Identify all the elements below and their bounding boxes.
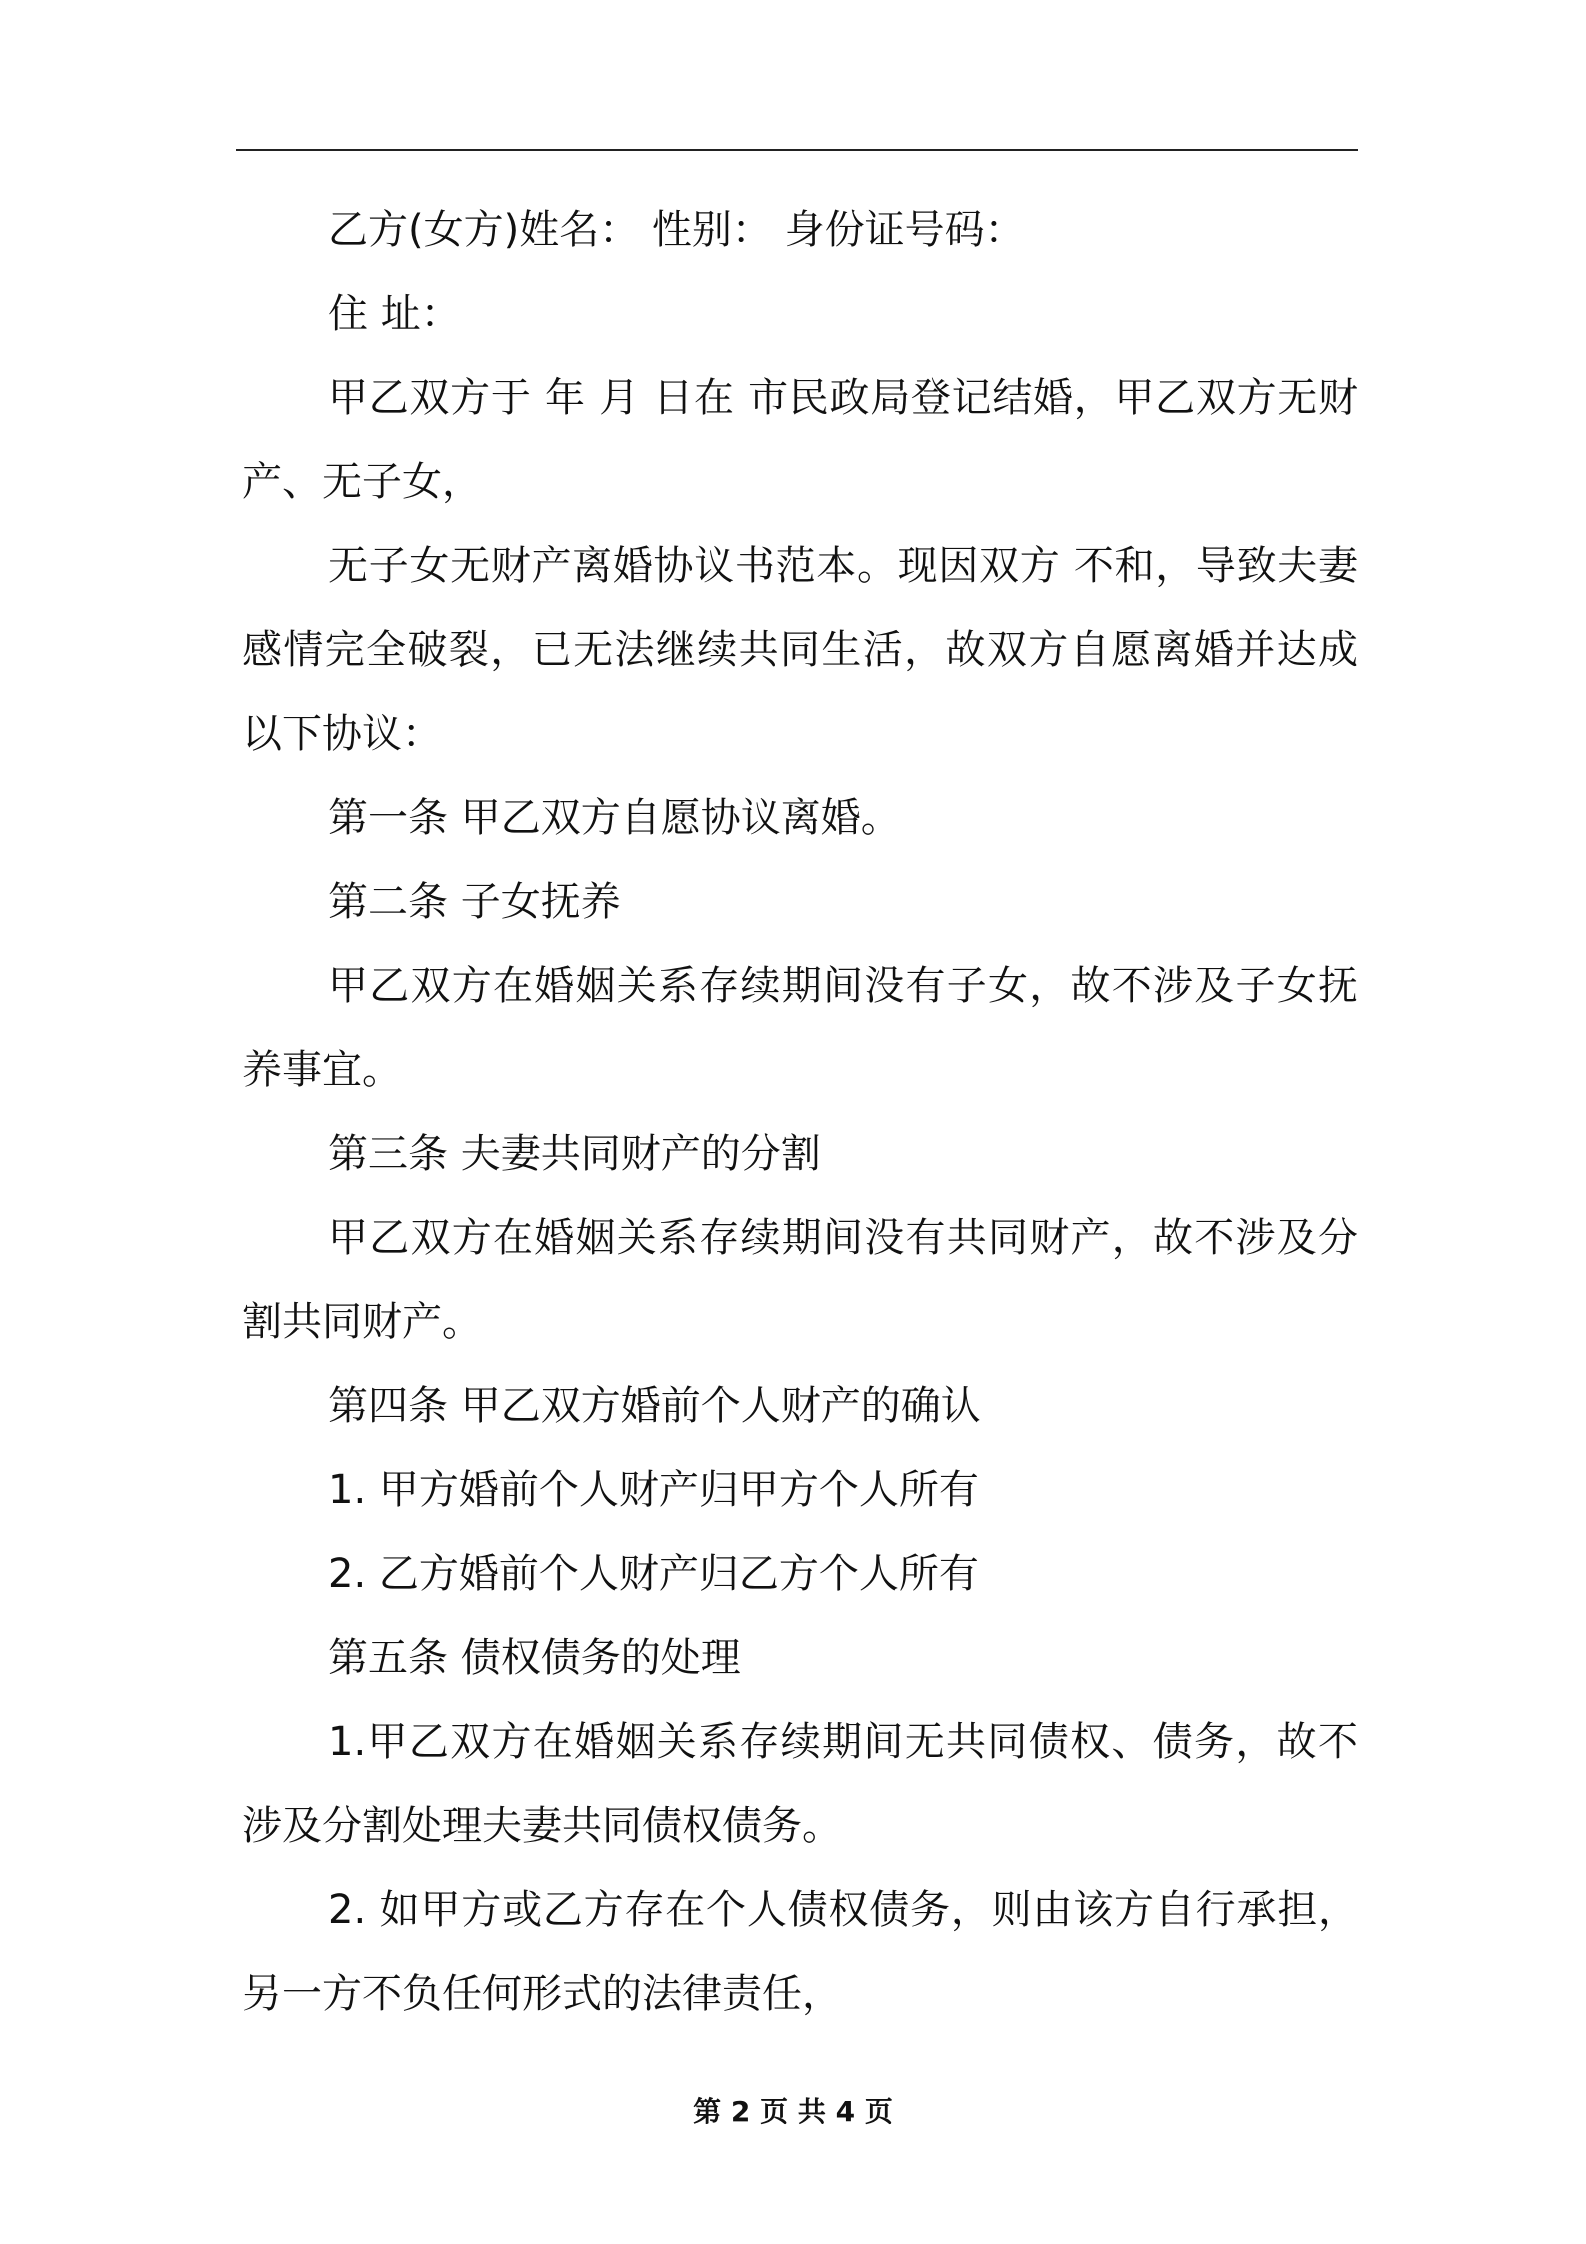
divorce-reason-paragraph: 无子女无财产离婚协议书范本。现因双方 不和，导致夫妻感情完全破裂，已无法继续共同生活，故双方自愿离婚并达成以下协议： — [242, 543, 1358, 757]
article-4-item-1: 1. 甲方婚前个人财产归甲方个人所有 — [328, 1467, 979, 1513]
party-b-info: 乙方(女方)姓名： 性别： 身份证号码： — [328, 207, 1025, 253]
header-rule — [236, 149, 1358, 151]
article-2-heading: 第二条 子女抚养 — [328, 879, 621, 925]
article-1: 第一条 甲乙双方自愿协议离婚。 — [328, 795, 901, 841]
article-4-item-2: 2. 乙方婚前个人财产归乙方个人所有 — [328, 1551, 979, 1597]
article-2-content: 甲乙双方在婚姻关系存续期间没有子女，故不涉及子女抚养事宜。 — [242, 963, 1358, 1093]
article-3-content: 甲乙双方在婚姻关系存续期间没有共同财产，故不涉及分割共同财产。 — [242, 1215, 1358, 1345]
marriage-registration-paragraph: 甲乙双方于 年 月 日在 市民政局登记结婚，甲乙双方无财产、无子女， — [242, 375, 1358, 505]
article-4-heading: 第四条 甲乙双方婚前个人财产的确认 — [328, 1383, 981, 1429]
article-5-item-1: 1.甲乙双方在婚姻关系存续期间无共同债权、债务，故不涉及分割处理夫妻共同债权债务。 — [242, 1719, 1358, 1849]
article-3-heading: 第三条 夫妻共同财产的分割 — [328, 1131, 821, 1177]
page-number-footer: 第 2 页 共 4 页 — [693, 2095, 893, 2128]
article-5-heading: 第五条 债权债务的处理 — [328, 1635, 741, 1681]
article-5-item-2: 2. 如甲方或乙方存在个人债权债务，则由该方自行承担，另一方不负任何形式的法律责任， — [242, 1887, 1358, 2017]
document-body — [242, 188, 1358, 2036]
address-line: 住 址： — [328, 291, 461, 337]
